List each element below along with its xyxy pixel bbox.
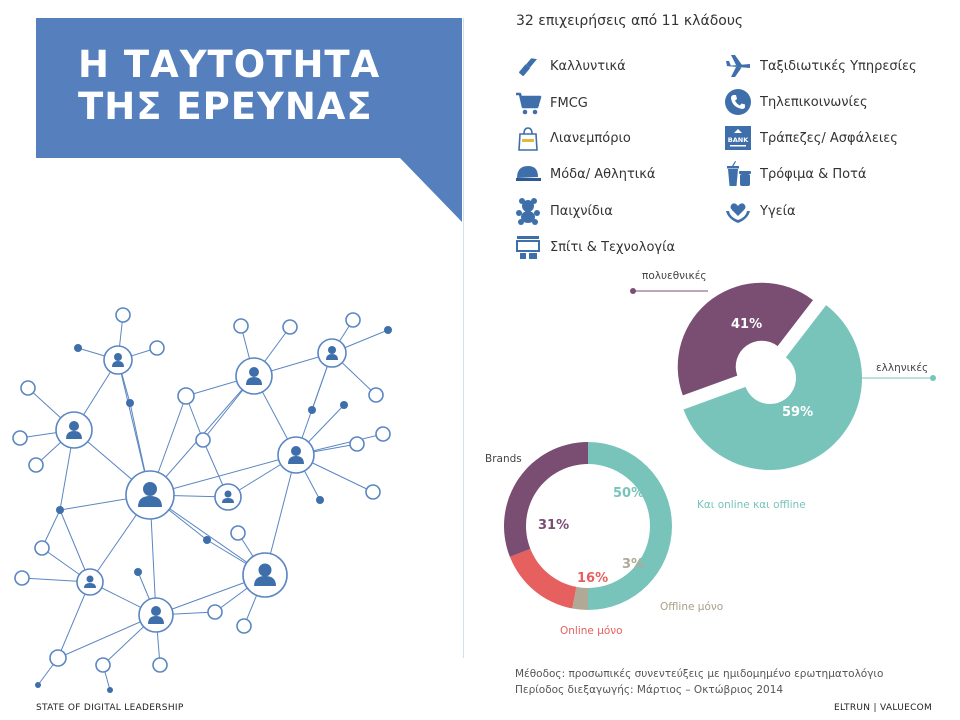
sector-label: Παιχνίδια	[550, 203, 613, 219]
sector-label: FMCG	[550, 95, 588, 111]
sector-label: Υγεία	[760, 203, 796, 219]
page-title-line-2: ΤΗΣ ΕΡΕΥΝΑΣ	[78, 85, 373, 128]
sector-label: Σπίτι & Τεχνολογία	[550, 239, 676, 255]
sector-label: Ταξιδιωτικές Υπηρεσίες	[760, 58, 917, 74]
sectors-heading: 32 επιχειρήσεις από 11 κλάδους	[516, 13, 744, 29]
period-note: Περίοδος διεξαγωγής: Μάρτιος – Οκτώβριος 2014	[515, 684, 784, 696]
chart2-pct-both: 50%	[613, 486, 645, 501]
chart2-label-brands: Brands	[485, 453, 522, 465]
leader-dot-multinationals	[630, 288, 636, 294]
chart2-pct-offline: 3%	[622, 557, 645, 572]
chart2-pct-brands: 31%	[538, 518, 570, 533]
chart2-label-both: Και online και offline	[697, 499, 806, 511]
chart2-pct-online: 16%	[577, 571, 609, 586]
sector-label: Τηλεπικοινωνίες	[760, 94, 868, 110]
leader-dot-greek	[930, 375, 936, 381]
sector-label: Μόδα/ Αθλητικά	[550, 166, 656, 182]
chart1-label-greek: ελληνικές	[876, 362, 929, 374]
chart2-label-offline: Offline μόνο	[660, 601, 724, 613]
sector-label: Καλλυντικά	[550, 58, 626, 74]
page-title-line-1: Η ΤΑΥΤΟΤΗΤΑ	[78, 43, 381, 86]
bank-icon-text: BANK	[727, 136, 749, 144]
chart1-pct-greek: 59%	[782, 405, 814, 420]
sector-label: Τράπεζες/ Ασφάλειες	[760, 130, 898, 146]
chart2-label-online: Online μόνο	[560, 625, 623, 637]
footer-right: ELTRUN | VALUECOM	[834, 703, 933, 713]
ownership-donut-chart	[678, 283, 862, 470]
chart1-pct-multinationals: 41%	[731, 317, 763, 332]
chart2-slice-2	[510, 549, 576, 609]
sector-label: Λιανεμπόριο	[550, 130, 631, 146]
sector-label: Τρόφιμα & Ποτά	[760, 166, 867, 182]
method-note: Μέθοδος: προσωπικές συνεντεύξεις με ημιδομημένο ερωτηματολόγιο	[515, 668, 884, 680]
chart1-slice-multinationals	[678, 283, 813, 396]
footer-left: STATE OF DIGITAL LEADERSHIP	[36, 703, 184, 713]
chart1-label-multinationals: πολυεθνικές	[642, 270, 707, 282]
